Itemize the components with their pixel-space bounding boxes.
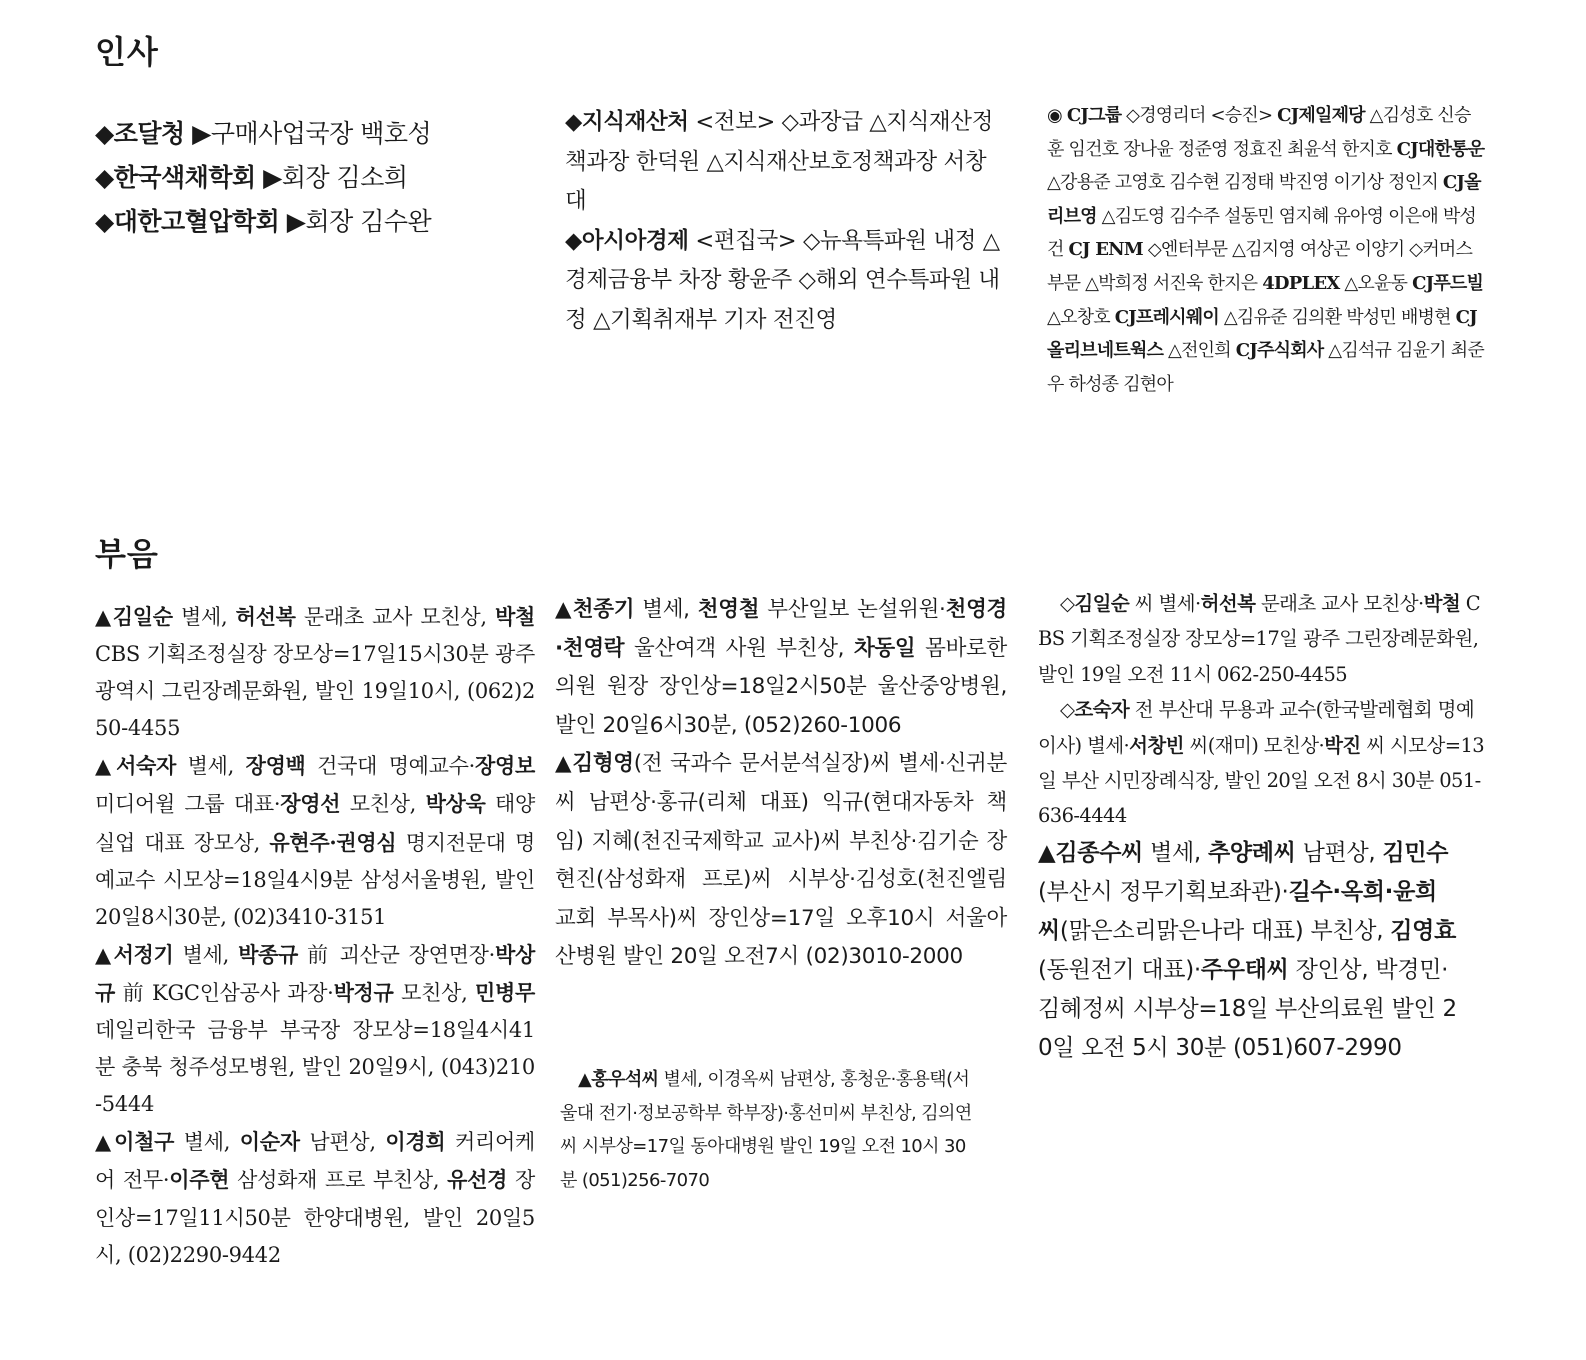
bueum-column-1 <box>95 598 535 1274</box>
appointment-detail: △강용준 고영호 김수현 김정태 박진영 이기상 정인지 <box>1047 172 1443 194</box>
obituary-detail: CBS 기획조정실장 장모상=17일15시30분 광주광역시 그린장례문화원, 발인 19일10시, (062)250-4455 <box>95 642 535 741</box>
obituary-detail: 남편상, <box>1295 840 1383 866</box>
bueum-column-2-bottom <box>560 1063 980 1197</box>
obituary-detail: 몸바로한의원 원장 장인상=18일2시50분 울산중앙병원, 발인 20일6시30분, (052)260-1006 <box>555 635 1007 738</box>
obituary-detail: 씨 별세· <box>1129 592 1201 615</box>
person-name: 이경희 <box>385 1129 446 1155</box>
appointment-detail: ▶구매사업국장 백호성 <box>184 119 432 148</box>
appointment-entry <box>565 103 1007 222</box>
obituary-entry <box>95 598 535 747</box>
person-name: 이주현 <box>169 1167 230 1193</box>
cj-appointment-entry <box>1047 99 1487 401</box>
obituary-detail: 부산일보 논설위원· <box>759 597 946 622</box>
company-name: CJ올리브영 <box>1047 172 1481 227</box>
person-name: 유현주·권영심 <box>269 829 397 855</box>
section-title-bueum: 부음 <box>95 535 159 573</box>
person-name: ▲김종수씨 <box>1038 840 1144 866</box>
obituary-detail: 前 KGC인삼공사 과장· <box>115 980 334 1005</box>
obituary-detail: 씨(재미) 모친상· <box>1183 733 1325 757</box>
obituary-detail: 장인상, 박경민·김혜정씨 시부상=18일 부산의료원 발인 20일 오전 5시 30분 (051)607-2990 <box>1038 957 1457 1061</box>
obituary-detail: 별세, <box>174 1130 240 1155</box>
appointment-detail: △오윤동 <box>1339 272 1413 294</box>
obituary-detail: 미디어윌 그룹 대표· <box>95 792 281 817</box>
appointment-detail: ◇엔터부문 △김지영 여상곤 이양기 ◇커머스부문 △박희정 서진욱 한지은 <box>1047 239 1473 294</box>
obituary-detail: 데일리한국 금융부 부국장 장모상=18일4시41분 충북 청주성모병원, 발인 20일9시, (043)210-5444 <box>95 1018 535 1117</box>
obituary-entry <box>1038 586 1488 692</box>
organization-name: ◆한국색채학회 <box>95 163 256 192</box>
obituary-detail: 태양실업 대표 장모상, <box>95 792 535 855</box>
obituary-detail: 명지전문대 명예교수 시모상=18일4시9분 삼성서울병원, 발인 20일8시30분, (02)3410-3151 <box>95 830 536 929</box>
person-name: 장영보 <box>475 753 535 779</box>
person-name: 천영철 <box>697 597 760 622</box>
section-title-insa: 인사 <box>95 33 159 71</box>
obituary-detail: (동원전기 대표)· <box>1038 957 1201 983</box>
obituary-detail: (전 국과수 문서분석실장)씨 별세·신귀분씨 남편상·홍규(리체 대표) 익규(현대자동차 책임) 지혜(천진국제학교 교사)씨 부친상·김기순 장현진(삼성화재 프로)씨 시부상·김성호(천진엘림교회 부목사)씨 장인상=17일 오후10시 서울아산병원 발인 20일 오전7시 (02)3010-2000 <box>555 751 1007 970</box>
company-name: CJ주식회사 <box>1235 340 1324 362</box>
appointment-detail: △전인희 <box>1163 340 1236 362</box>
appointment-detail: △김성호 신승훈 임건호 장나윤 정준영 정효진 최윤석 한지호 <box>1047 105 1471 160</box>
obituary-detail: (부산시 정무기획보좌관)· <box>1038 879 1289 905</box>
person-name: ▲천종기 <box>555 597 635 622</box>
person-name: 김영효 <box>1390 918 1457 944</box>
person-name: 유선경 <box>447 1167 508 1193</box>
bueum-column-3-top <box>1038 586 1488 834</box>
person-name: 김민수 <box>1382 840 1449 866</box>
appointment-detail: ◇경영리더 <승진> <box>1121 105 1278 126</box>
appointment-entry <box>95 200 515 244</box>
obituary-entry <box>555 591 1007 745</box>
obituary-entry <box>1038 834 1458 1068</box>
person-name: 박상규 <box>95 941 535 1005</box>
appointment-detail: △오창호 <box>1047 306 1115 328</box>
bueum-column-2-top <box>555 591 1007 977</box>
obituary-detail: (맑은소리맑은나라 대표) 부친상, <box>1059 918 1391 944</box>
obituary-detail: 건국대 명예교수· <box>305 754 476 779</box>
company-name: 4DPLEX <box>1262 272 1340 294</box>
appointment-entry <box>95 112 515 156</box>
person-name: 박정규 <box>333 979 394 1005</box>
person-name: 허선복 <box>235 604 296 629</box>
obituary-detail: 씨 시모상=13일 부산 시민장례식장, 발인 20일 오전 8시 30분 051-636-4444 <box>1038 733 1485 828</box>
person-name: 박철 <box>1423 592 1461 615</box>
person-name: 차동일 <box>853 635 916 661</box>
person-name: ▲서숙자 <box>95 753 177 779</box>
appointment-detail: △김유준 김의환 박성민 배병현 <box>1218 306 1456 328</box>
company-name: CJ올리브네트웍스 <box>1047 306 1477 362</box>
person-name: ◇김일순 <box>1060 592 1130 615</box>
appointment-detail: ▶회장 김수완 <box>279 207 432 236</box>
obituary-detail: 모친상, <box>340 792 426 817</box>
obituary-detail: 모친상, <box>393 980 476 1005</box>
person-name: ▲서정기 <box>95 941 174 967</box>
appointment-detail: △김석규 김윤기 최준우 하성종 김현아 <box>1047 340 1484 395</box>
obituary-detail: 남편상, <box>299 1130 386 1155</box>
appointment-detail: ▶회장 김소희 <box>255 163 408 192</box>
obituary-detail: 별세, <box>634 597 698 622</box>
appointment-detail: △김도영 김수주 설동민 염지혜 유아영 이은애 박성건 <box>1047 205 1477 261</box>
obituary-detail: CBS 기획조정실장 장모상=17일 광주 그린장례문화원, 발인 19일 오전 11시 062-250-4455 <box>1038 592 1481 686</box>
obituary-detail: 커리어케어 전무· <box>95 1130 535 1193</box>
organization-name: ◆조달청 <box>95 119 185 148</box>
organization-name: ◆아시아경제 <box>565 227 689 254</box>
obituary-detail: 울산여객 사원 부친상, <box>624 635 854 661</box>
person-name: 천영경·천영락 <box>555 597 1008 661</box>
obituary-detail: 별세, <box>176 754 246 779</box>
organization-name: ◆지식재산처 <box>565 109 689 135</box>
obituary-detail: 장인상=17일11시50분 한양대병원, 발인 20일5시, (02)2290-9442 <box>95 1168 535 1267</box>
person-name: 장영선 <box>280 791 341 817</box>
person-name: 박철 <box>495 604 535 629</box>
obituary-detail: 삼성화재 프로 부친상, <box>229 1168 448 1193</box>
obituary-entry <box>95 747 535 935</box>
person-name: ▲김일순 <box>95 604 173 629</box>
appointment-detail: <전보> ◇과장급 △지식재산정책과장 한덕원 △지식재산보호정책과장 서창대 <box>565 109 993 214</box>
insa-column-2 <box>565 103 1007 340</box>
person-name: 박진 <box>1324 733 1361 757</box>
person-name: ◇조숙자 <box>1060 698 1130 722</box>
person-name: 허선복 <box>1200 592 1256 615</box>
obituary-entry <box>95 1123 535 1273</box>
company-name: CJ제일제당 <box>1277 105 1365 126</box>
bueum-column-3-bottom <box>1038 834 1458 1068</box>
company-name: CJ프레시웨이 <box>1114 306 1219 328</box>
company-name: CJ대한통운 <box>1396 138 1485 160</box>
person-name: 박상욱 <box>425 791 486 817</box>
obituary-detail: 별세, <box>173 942 239 967</box>
obituary-entry <box>95 936 535 1123</box>
company-name: CJ그룹 <box>1066 105 1122 126</box>
person-name: 길수·옥희·윤희씨 <box>1038 879 1437 944</box>
organization-name: ◆대한고혈압학회 <box>95 207 280 236</box>
obituary-detail: 前 괴산군 장연면장· <box>298 942 496 967</box>
obituary-entry <box>1038 692 1488 834</box>
insa-column-3 <box>1047 99 1487 401</box>
appointment-entry <box>565 222 1007 341</box>
obituary-entry <box>555 745 1007 977</box>
obituary-detail: 문래초 교사 모친상, <box>295 605 496 629</box>
obituary-entry <box>560 1063 980 1197</box>
person-name: 이순자 <box>239 1129 300 1155</box>
person-name: 박종규 <box>238 941 299 967</box>
person-name: 서창빈 <box>1129 733 1184 757</box>
person-name: ▲김형영 <box>555 751 634 777</box>
person-name: ▲이철구 <box>95 1129 175 1155</box>
person-name: 민병무 <box>475 979 535 1005</box>
appointment-entry <box>95 156 515 200</box>
insa-column-1 <box>95 112 515 244</box>
company-name: CJ푸드빌 <box>1412 272 1484 294</box>
person-name: 장영백 <box>245 753 306 779</box>
appointment-detail: <편집국> ◇뉴욕특파원 내정 △경제금융부 차장 황윤주 ◇해외 연수특파원 내정 △기획취재부 기자 전진영 <box>565 227 1000 333</box>
obituary-detail: 별세, <box>1143 840 1208 866</box>
obituary-detail: 전 부산대 무용과 교수(한국발레협회 명예이사) 별세· <box>1038 698 1475 757</box>
obituary-detail: 문래초 교사 모친상· <box>1255 592 1424 615</box>
bullet-mark: ◉ <box>1047 105 1067 126</box>
company-name: CJ ENM <box>1068 239 1143 261</box>
person-name: ▲홍우석씨 <box>578 1069 659 1090</box>
obituary-detail: 별세, <box>172 605 236 629</box>
obituary-detail: 별세, 이경옥씨 남편상, 홍청운·홍용택(서울대 전기·정보공학부 학부장)·홍선미씨 부친상, 김의연씨 시부상=17일 동아대병원 발인 19일 오전 10시 30분 (051)256-7070 <box>560 1069 972 1191</box>
person-name: 주우태씨 <box>1200 957 1289 983</box>
person-name: 추양례씨 <box>1207 840 1296 866</box>
